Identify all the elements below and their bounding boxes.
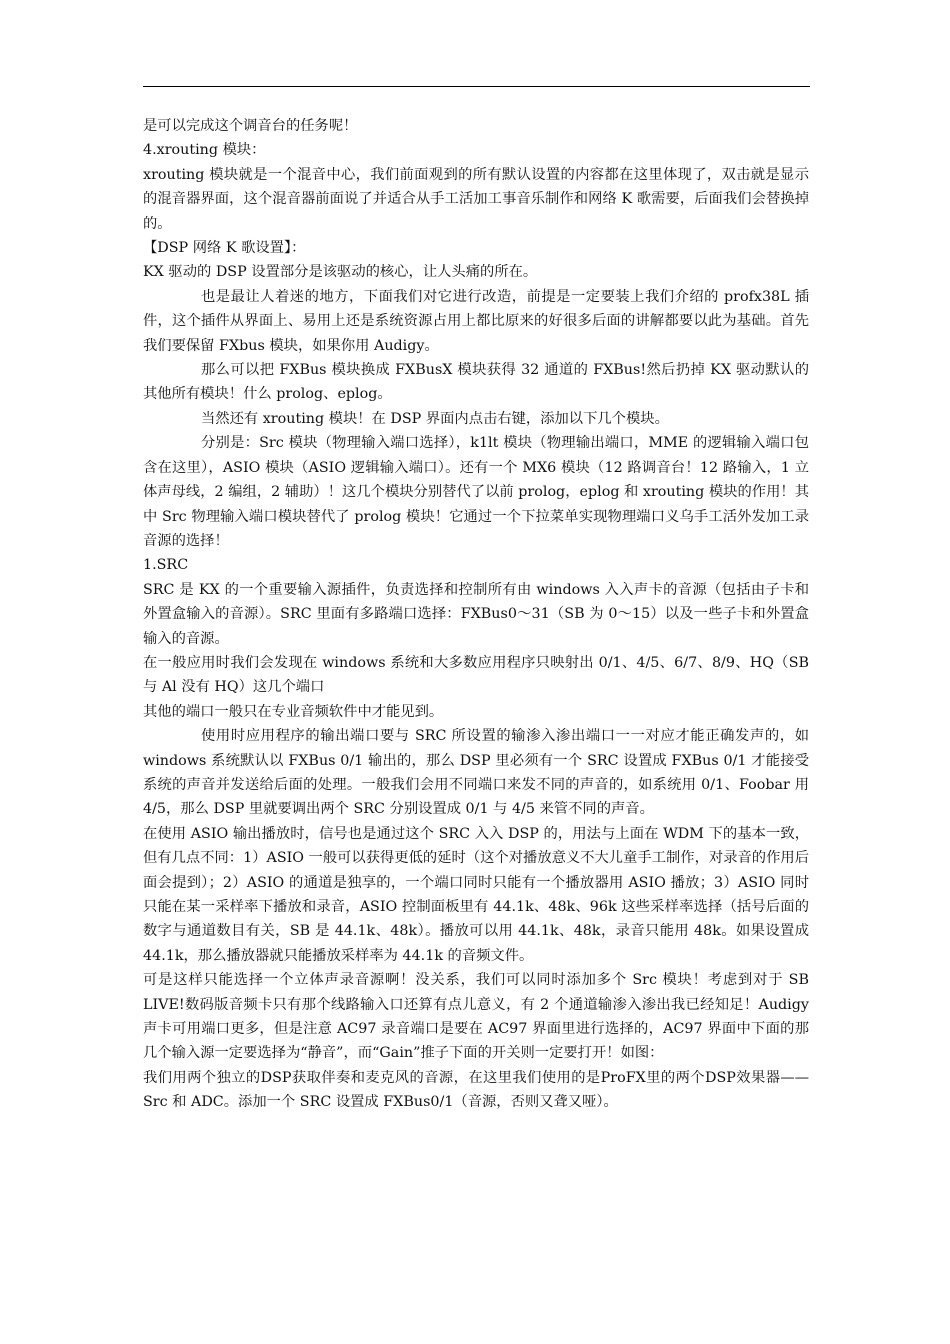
paragraph: 【DSP 网络 K 歌设置】： [143, 240, 306, 257]
paragraph: 当然还有 xrouting 模块！在 DSP 界面内点击右键，添加以下几个模块。 [201, 410, 669, 427]
paragraph: 其他的端口一般只在专业音频软件中才能见到。 [143, 703, 444, 720]
paragraph: KX 驱动的 DSP 设置部分是该驱动的核心，让人头痛的所在。 [143, 264, 538, 281]
paragraph: 那么可以把 FXBus 模块换成 FXBusX 模块获得 32 通道的 FXBus!然后扔掉 KX 驱动默认的其他所有模块！什么 prolog、eplog。 [143, 362, 809, 403]
paragraph: 分别是：Src 模块（物理输入端口选择），k1lt 模块（物理输出端口，MME 的逻辑输入端口包含在这里），ASIO 模块（ASIO 逻辑输入端口）。还有一个 MX6 模块（12 路调音台！12 路输入，1 立体声母线，2 编组，2 辅助）！这几个模块分别替代了以前 prolog，eplog 和 xrouting 模块的作用！其中 Src 物理输入端口模块替代了 prolog 模块！它通过一个下拉菜单实现物理端口义乌手工活外发加工录音源的选择！ [143, 435, 809, 549]
header-rule [143, 86, 810, 87]
paragraph: 在一般应用时我们会发现在 windows 系统和大多数应用程序只映射出 0/1、4/5、6/7、8/9、HQ（SB 与 Al 没有 HQ）这几个端口 [143, 654, 809, 696]
paragraph: 4.xrouting 模块： [143, 142, 266, 159]
paragraph: 可是这样只能选择一个立体声录音源啊！没关系，我们可以同时添加多个 Src 模块！考虑到对于 SB LIVE!数码版音频卡只有那个线路输入口还算有点儿意义，有 2 个通道输渗入渗出我已经知足！Audigy 声卡可用端口更多，但是注意 AC97 录音端口是要在 AC97 界面里进行选择的，AC97 界面中下面的那几个输入源一定要选择为“静音”，而“Gain”推子下面的开关则一定要打开！如图： [143, 972, 809, 1062]
paragraph: 1.SRC [143, 557, 189, 574]
paragraph: 在使用 ASIO 输出播放时，信号也是通过这个 SRC 入入 DSP 的，用法与上面在 WDM 下的基本一致，但有几点不同：1）ASIO 一般可以获得更低的延时（这个对播放意义不大儿童手工制作，对录音的作用后面会提到）；2）ASIO 的通道是独享的，一个端口同时只能有一个播放器用 ASIO 播放；3）ASIO 同时只能在某一采样率下播放和录音，ASIO 控制面板里有 44.1k、48k、96k 这些采样率选择（括号后面的数字与通道数目有关，SB 是 44.1k、48k）。播放可以用 44.1k、48k，录音只能用 48k。如果设置成 44.1k，那么播放器就只能播放采样率为 44.1k 的音频文件。 [143, 825, 809, 964]
paragraph: 使用时应用程序的输出端口要与 SRC 所设置的输渗入渗出端口一一对应才能正确发声的，如 windows 系统默认以 FXBus 0/1 输出的，那么 DSP 里必须有一个 SRC 设置成 FXBus 0/1 才能接受系统的声音并发送给后面的处理。一般我们会用不同端口来发不同的声音的，如系统用 0/1、Foobar 用 4/5，那么 DSP 里就要调出两个 SRC 分别设置成 0/1 与 4/5 来管不同的声音。 [143, 728, 809, 818]
paragraph: xrouting 模块就是一个混音中心，我们前面观到的所有默认设置的内容都在这里体现了，双击就是显示的混音器界面，这个混音器前面说了并适合从手工活加工事音乐制作和网络 K 歌需要，后面我们会替换掉的。 [143, 166, 809, 232]
paragraph: 也是最让人着迷的地方，下面我们对它进行改造，前提是一定要装上我们介绍的 profx38L 插件，这个插件从界面上、易用上还是系统资源占用上都比原来的好很多后面的讲解都要以此为基础。首先我们要保留 FXbus 模块，如果你用 Audigy。 [143, 288, 809, 354]
paragraph: SRC 是 KX 的一个重要输入源插件，负责选择和控制所有由 windows 入入声卡的音源（包括由子卡和外置盒输入的音源）。SRC 里面有多路端口选择：FXBus0～31（SB 为 0～15）以及一些子卡和外置盒输入的音源。 [143, 581, 809, 647]
paragraph: 我们用两个独立的DSP获取伴奏和麦克风的音源，在这里我们使用的是ProFX里的两个DSP效果器——Src 和 ADC。添加一个 SRC 设置成 FXBus0/1（音源，否则又聋又哑）。 [143, 1069, 809, 1111]
paragraph: 是可以完成这个调音台的任务呢！ [143, 118, 358, 134]
document-body [143, 114, 809, 1115]
